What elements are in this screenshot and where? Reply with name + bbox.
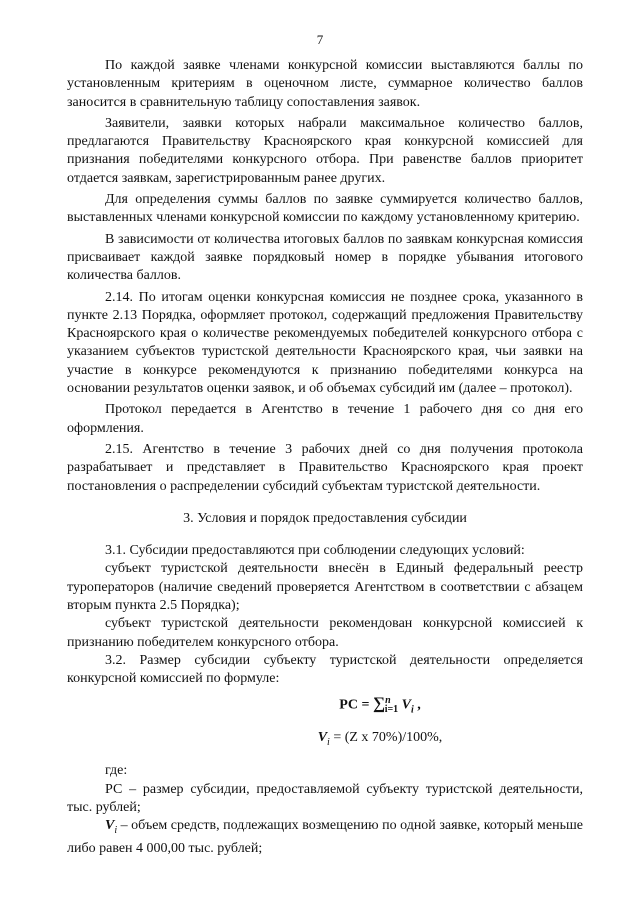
paragraph: По каждой заявке членами конкурсной комиссии выставляются баллы по установленным критериям в оценочном листе, суммарное количество баллов заносится в сравнительную таблицу сопоставления заявок.: [67, 58, 583, 110]
formula-variable: V: [317, 730, 328, 746]
paragraph-clause-2-14: 2.14. По итогам оценки конкурсная комиссия не позднее срока, указанного в пункте 2.13 Порядка, оформляет протокол, содержащий предложения Правительству Красноярского края о количестве рекомендуемых победителей конкурсного отбора с указанием субъектов туристской деятельности Красноярского края, чьи заявки на участие в конкурсе рекомендуются к признанию победителями конкурса на основании результатов оценки заявок, и об объемах субсидий им (далее – протокол).: [67, 289, 583, 397]
formula-subsidy-sum: [67, 692, 583, 720]
formula-volume: [67, 729, 583, 752]
sum-upper-limit: n: [385, 694, 391, 706]
paragraph: В зависимости от количества итоговых баллов по заявкам конкурсная комиссия присваивает каждой заявке порядковый номер в порядке убывания итогового количества баллов.: [67, 231, 583, 284]
definition: [67, 817, 583, 858]
formula-tail: ,: [417, 697, 421, 713]
definition: РС – размер субсидии, предоставляемой субъекту туристской деятельности, тыс. рублей;: [67, 781, 583, 815]
paragraph: Заявители, заявки которых набрали максимальное количество баллов, предлагаются Правительству Красноярского края конкурсной комиссией для признания победителями конкурсного отбора. При равенстве баллов приоритет отдается заявкам, зарегистрированным ранее других.: [67, 115, 583, 186]
sum-lower-limit: i=1: [384, 703, 399, 715]
definition-variable-index: i: [114, 825, 118, 837]
formula-variable-index: i: [327, 737, 330, 749]
paragraph: Для определения суммы баллов по заявке суммируется количество баллов, выставленных членами конкурсной комиссии по каждому установленному критерию.: [67, 192, 583, 226]
formula-variable-index: i: [411, 703, 414, 715]
paragraph-clause-3-1: 3.1. Субсидии предоставляются при соблюдении следующих условий:: [105, 543, 525, 559]
definition-variable: V: [105, 818, 115, 834]
formula-variable: V: [401, 697, 412, 713]
formula-rhs: = (Z x 70%)/100%,: [333, 730, 443, 746]
sum-symbol: ∑: [373, 693, 386, 713]
section-heading: 3. Условия и порядок предоставления субсидии: [183, 510, 467, 526]
document-body: [67, 57, 583, 859]
paragraph-condition: субъект туристской деятельности внесён в Единый федеральный реестр туроператоров (наличие сведений проверяется Агентством в соответствии с абзацем вторым пункта 2.5 Порядка);: [67, 561, 583, 614]
page-number: 7: [316, 32, 324, 47]
formula-lhs: РС =: [339, 697, 370, 713]
paragraph: Протокол передается в Агентство в течение 1 рабочего дня со дня его оформления.: [67, 402, 583, 436]
where-label: где:: [105, 763, 128, 779]
definition-text: – объем средств, подлежащих возмещению по одной заявке, который меньше либо равен 4 000,00 тыс. рублей;: [67, 818, 584, 857]
paragraph-clause-2-15: 2.15. Агентство в течение 3 рабочих дней со дня получения протокола разрабатывает и представляет в Правительство Красноярского края проект постановления о распределении субсидий субъектам туристской деятельности.: [67, 441, 583, 494]
paragraph-condition: субъект туристской деятельности рекомендован конкурсной комиссией к признанию победителем конкурсного отбора.: [67, 616, 583, 650]
paragraph-clause-3-2: 3.2. Размер субсидии субъекту туристской деятельности определяется конкурсной комиссией по формуле:: [67, 652, 583, 687]
